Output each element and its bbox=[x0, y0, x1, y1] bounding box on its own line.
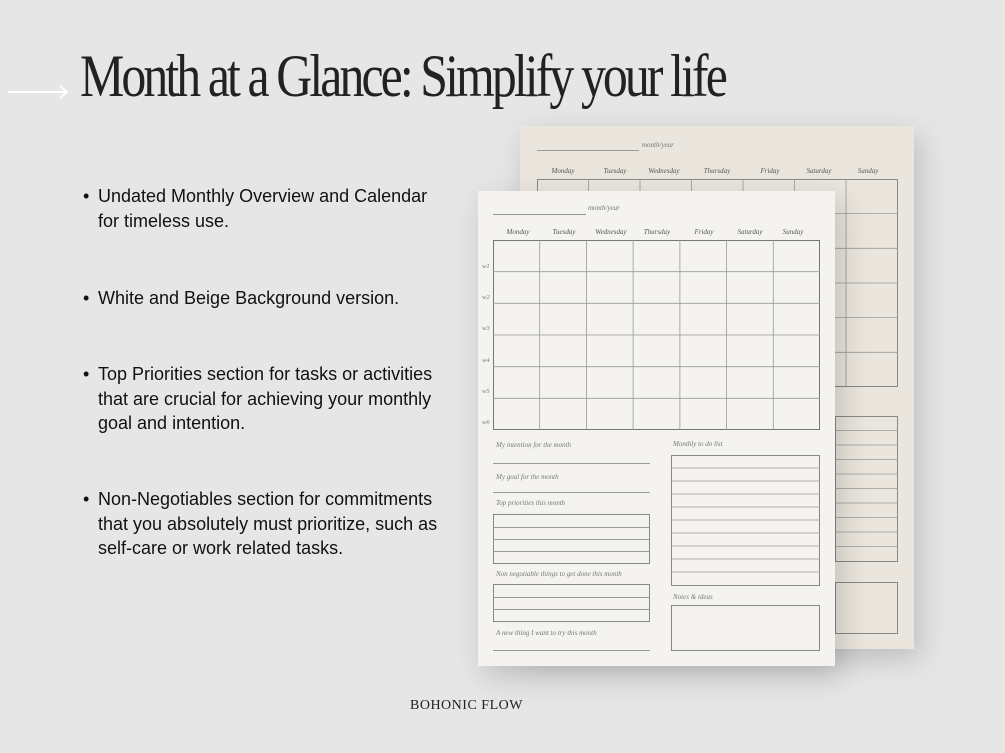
month-year-label: month/year bbox=[588, 204, 620, 212]
feature-text: Top Priorities section for tasks or activities that are crucial for achieving your monthly goal and intention. bbox=[98, 364, 433, 433]
week-label: w1 bbox=[482, 263, 490, 270]
day-label: Saturday bbox=[806, 167, 832, 175]
page-title: Month at a Glance: Simplify your life bbox=[80, 43, 725, 109]
day-label: Tuesday bbox=[552, 228, 576, 236]
week-label: w5 bbox=[482, 388, 490, 395]
right-arrow-icon bbox=[8, 82, 70, 102]
list-item bbox=[80, 362, 450, 436]
new-thing-line bbox=[493, 650, 650, 651]
bullet-icon: • bbox=[83, 489, 90, 509]
day-label: Thursday bbox=[703, 167, 731, 175]
day-label: Monday bbox=[506, 228, 530, 236]
week-label: w2 bbox=[482, 294, 490, 301]
intention-label: My intention for the month bbox=[496, 441, 572, 449]
calendar-grid bbox=[493, 240, 820, 430]
list-item bbox=[80, 286, 450, 311]
todo-list bbox=[671, 455, 820, 586]
list-item bbox=[80, 487, 450, 561]
priorities-box bbox=[493, 514, 650, 564]
beige-todo-list bbox=[835, 416, 898, 562]
day-label: Monday bbox=[551, 167, 575, 175]
intention-line bbox=[493, 463, 650, 464]
list-item bbox=[80, 184, 450, 233]
brand-name: BOHONIC FLOW bbox=[410, 698, 523, 713]
white-planner-page bbox=[478, 191, 835, 666]
day-label: Tuesday bbox=[603, 167, 627, 175]
goal-label: My goal for the month bbox=[496, 473, 559, 481]
feature-text: Non-Negotiables section for commitments that you absolutely must prioritize, such as self-care or work related tasks. bbox=[98, 489, 438, 558]
day-label: Friday bbox=[694, 228, 714, 236]
priorities-label: Top priorities this month bbox=[496, 499, 566, 507]
goal-line bbox=[493, 492, 650, 493]
notes-box bbox=[671, 605, 820, 651]
day-label: Thursday bbox=[643, 228, 671, 236]
new-thing-label: A new thing I want to try this month bbox=[496, 629, 597, 637]
day-label: Sunday bbox=[782, 228, 804, 236]
week-label: w6 bbox=[482, 419, 490, 426]
month-year-label: month/year bbox=[642, 141, 674, 149]
bullet-icon: • bbox=[83, 364, 90, 384]
feature-text: White and Beige Background version. bbox=[98, 288, 400, 308]
bullet-icon: • bbox=[83, 186, 90, 206]
notes-label: Notes & ideas bbox=[673, 593, 713, 601]
month-year-line bbox=[493, 214, 586, 215]
week-label: w4 bbox=[482, 357, 490, 364]
feature-text: Undated Monthly Overview and Calendar for timeless use. bbox=[98, 186, 428, 231]
week-label: w3 bbox=[482, 325, 490, 332]
non-negotiable-label: Non negotiable things to get done this month bbox=[496, 570, 622, 578]
day-label: Wednesday bbox=[595, 228, 627, 236]
beige-notes-box bbox=[835, 582, 898, 634]
bullet-icon: • bbox=[83, 288, 90, 308]
todo-label: Monthly to do list bbox=[673, 440, 723, 448]
day-label: Wednesday bbox=[648, 167, 680, 175]
month-year-line bbox=[537, 150, 639, 151]
day-label: Saturday bbox=[737, 228, 763, 236]
day-label: Sunday bbox=[857, 167, 879, 175]
non-negotiable-box bbox=[493, 584, 650, 622]
day-label: Friday bbox=[760, 167, 780, 175]
